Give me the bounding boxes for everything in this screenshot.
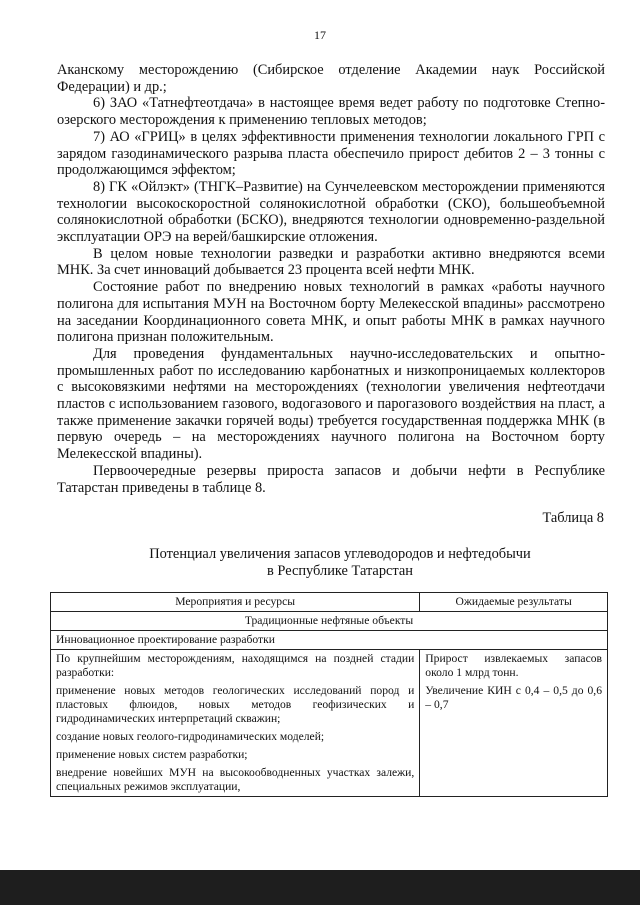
paragraph-table-reference: Первоочередные резервы прироста запасов и добычи нефти в Республике Татарстан приведены в таблице 8. [57, 462, 605, 496]
measure-item: внедрение новейших МУН на высокообводненных участках залежи, специальных режимов эксплуатации, [56, 766, 415, 793]
paragraph-innovations-summary: В целом новые технологии разведки и разработки активно внедряются всеми МНК. За счет инноваций добывается 23 процента всей нефти МНК. [57, 245, 605, 279]
result-reserves-growth: Прирост извлекаемых запасов около 1 млрд тонн. [425, 652, 602, 679]
table-title-line-2: в Республике Татарстан [267, 563, 413, 579]
paragraph-item-7: 7) АО «ГРИЦ» в целях эффективности применения технологии локального ГРП с зарядом газодинамического разрыва пласта обеспечило прирост дебитов 2 – 3 тонны с продолжающимся эффектом; [57, 128, 605, 179]
page-number: 17 [314, 28, 326, 42]
section-heading: Традиционные нефтяные объекты [51, 612, 608, 631]
measure-item: создание новых геолого-гидродинамических моделей; [56, 730, 325, 743]
results-table [50, 592, 608, 797]
scan-bottom-edge [0, 870, 640, 905]
table-title [0, 546, 640, 580]
table-section-row [51, 612, 608, 631]
measure-item: применение новых методов геологических исследований пород и пластовых флюидов, новых методов геофизических и гидродинамических интерпретаций скважин; [56, 684, 415, 725]
table-row [51, 650, 608, 797]
table-label: Таблица 8 [542, 510, 604, 526]
paragraph-state-support: Для проведения фундаментальных научно-исследовательских и опытно-промышленных работ по исследованию карбонатных и низкопроницаемых коллекторов с высоковязкими нефтями на месторождениях (технологии увеличения нефтеотдачи пластов с использованием газового, водогазового и парогазового воздействия на пласт, а также применение закачки горячей воды) требуется государственная поддержка МНК (в первую очередь – на месторождениях научного полигона на Восточном борту Мелекесской впадины). [57, 345, 605, 463]
table-title-line-1: Потенциал увеличения запасов углеводородов и нефтедобычи [149, 546, 531, 562]
measure-item: По крупнейшим месторождениям, находящимся на поздней стадии разработки: [56, 652, 415, 679]
result-recovery-factor: Увеличение КИН с 0,4 – 0,5 до 0,6 – 0,7 [425, 684, 602, 711]
measure-item: применение новых систем разработки; [56, 748, 248, 761]
column-header-measures: Мероприятия и ресурсы [51, 593, 420, 612]
table-header-row [51, 593, 608, 612]
subsection-heading: Инновационное проектирование разработки [51, 631, 608, 650]
document-body [57, 62, 605, 496]
paragraph-polygon-status: Состояние работ по внедрению новых технологий в рамках «работы научного полигона для испытания МУН на Восточном борту Мелекесской впадины» рассмотрено на заседании Координационного совета МНК, и опыт работы МНК в рамках научного полигона признан положительным. [57, 279, 605, 346]
paragraph-item-6: 6) ЗАО «Татнефтеотдача» в настоящее время ведет работу по подготовке Степно-озерского месторождения к применению тепловых методов; [57, 95, 605, 129]
results-cell [420, 650, 608, 797]
paragraph-continuation: Аканскому месторождению (Сибирское отделение Академии наук Российской Федерации) и др.; [57, 62, 605, 95]
measures-cell [51, 650, 420, 797]
paragraph-item-8: 8) ГК «Ойлэкт» (ТНГК–Развитие) на Сунчелеевском месторождении применяются технологии высокоскоростной солянокислотной обработки (СКО), большеобъемной солянокислотной обработки (БСКО), внедряются технологии одновременно-раздельной эксплуатации ОРЭ на верей/башкирские отложения. [57, 178, 605, 246]
table-subsection-row [51, 631, 608, 650]
column-header-results: Ожидаемые результаты [420, 593, 608, 612]
